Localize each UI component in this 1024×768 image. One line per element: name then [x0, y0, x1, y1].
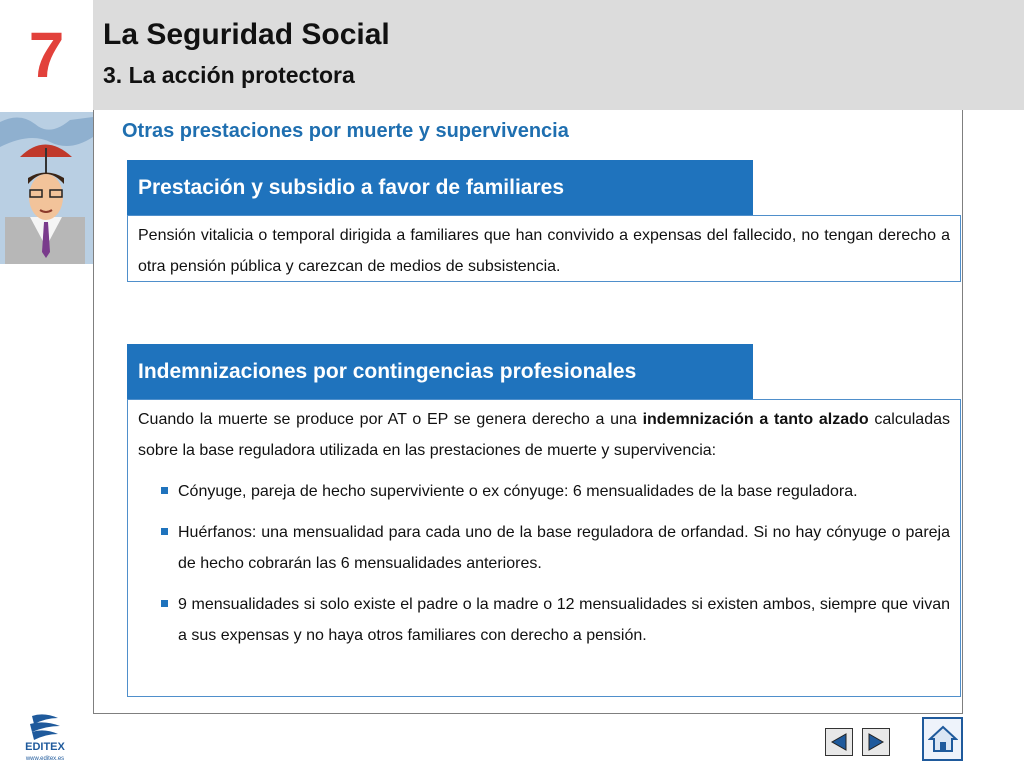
- bullet-list: [138, 476, 950, 651]
- intro-text: Cuando la muerte se produce por AT o EP se genera derecho a una: [138, 411, 643, 428]
- box1-text: Pensión vitalicia o temporal dirigida a familiares que han convivido a expensas del fallecido, no tengan derecho a otra pensión pública y carezcan de medios de subsistencia.: [138, 227, 950, 275]
- box2-body: [127, 399, 961, 697]
- logo-brand: EDITEX: [25, 741, 65, 753]
- bullet-square-icon: [161, 528, 168, 535]
- box2-intro: [138, 404, 950, 466]
- box2-header: Indemnizaciones por contingencias profesionales: [127, 344, 753, 400]
- section-heading: Otras prestaciones por muerte y supervivencia: [122, 120, 569, 142]
- editex-logo: [14, 712, 76, 762]
- bullet-square-icon: [161, 600, 168, 607]
- prev-button[interactable]: [825, 728, 853, 756]
- home-button[interactable]: [922, 717, 963, 761]
- logo-url: www.editex.es: [25, 756, 65, 762]
- umbrella-man-illustration: [0, 112, 93, 264]
- next-button[interactable]: [862, 728, 890, 756]
- triangle-right-icon: [866, 732, 886, 752]
- chapter-number: 7: [28, 19, 65, 91]
- page-subtitle: 3. La acción protectora: [103, 62, 355, 88]
- box1-body: [127, 215, 961, 282]
- bullet-text: Cónyuge, pareja de hecho superviviente o ex cónyuge: 6 mensualidades de la base reguladora.: [178, 483, 858, 500]
- intro-text-end: calculadas sobre la base reguladora utilizada en las prestaciones de muerte y supervivencia:: [138, 411, 951, 459]
- bullet-square-icon: [161, 487, 168, 494]
- page-title: La Seguridad Social: [103, 18, 390, 51]
- editex-mark-icon: [14, 712, 76, 762]
- bullet-text: 9 mensualidades si solo existe el padre o la madre o 12 mensualidades si existen ambos, siempre que vivan a sus expensas y no haya otros familiares con derecho a pensión.: [178, 596, 950, 644]
- bullet-text: Huérfanos: una mensualidad para cada uno de la base reguladora de orfandad. Si no hay cónyuge o pareja de hecho cobrarán las 6 mensualidades anteriores.: [178, 524, 950, 572]
- list-item: [138, 517, 950, 579]
- triangle-left-icon: [829, 732, 849, 752]
- header-bar: [93, 0, 1024, 110]
- intro-bold-text: indemnización a tanto alzado: [642, 411, 869, 428]
- home-icon: [928, 724, 958, 754]
- list-item: [138, 476, 950, 507]
- list-item: [138, 589, 950, 651]
- box1-header: Prestación y subsidio a favor de familiares: [127, 160, 753, 216]
